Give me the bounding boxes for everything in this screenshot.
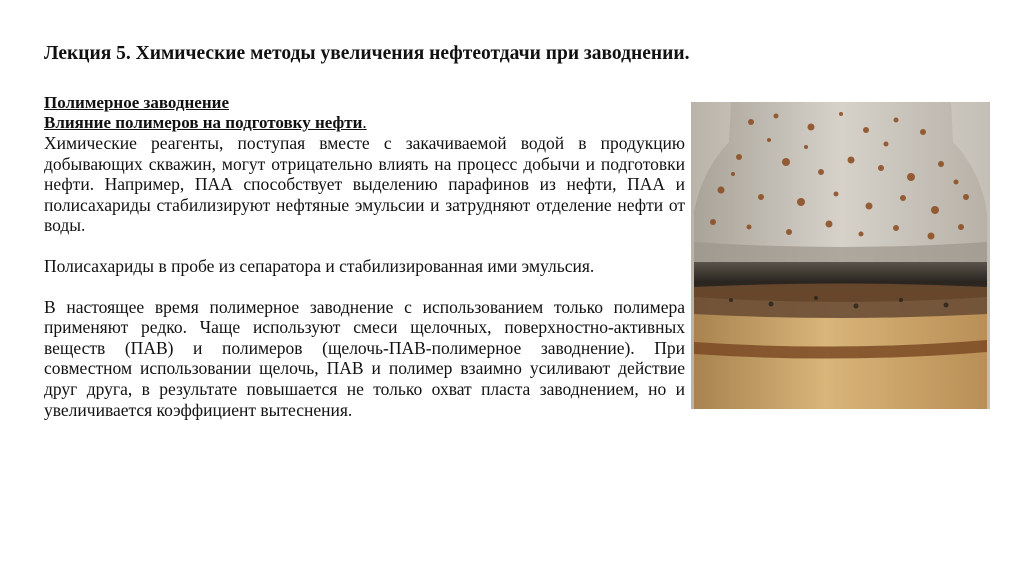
subheading-period: . [362,113,367,132]
paragraph-polysaccharides: Полисахариды в пробе из сепаратора и стабилизированная ими эмульсия. [44,255,595,276]
paragraph-asp-flooding: В настоящее время полимерное заводнение с использованием только полимера применяют редко. Чаще используют смеси щелочных, поверхностно-активных веществ (ПАВ) и полимеров (щелочь-ПАВ-полимерное заводнение). При совместном использовании щелочь, ПАВ и полимер взаимно усиливают действие друг друга, в результате повышается не только охват пласта заводнением, но и увеличивается коэффициент вытеснения. [44,296,685,420]
paragraph-gap [44,236,685,256]
sample-jar-photo [691,102,990,409]
subheading-polymer-influence-text: Влияние полимеров на подготовку нефти [44,113,363,132]
paragraph-gap [44,277,685,297]
text-column [44,93,685,420]
slide-title: Лекция 5. Химические методы увеличения нефтеотдачи при заводнении. [44,43,690,64]
paragraph-reagents: Химические реагенты, поступая вместе с закачиваемой водой в продукцию добывающих скважин, могут отрицательно влиять на процесс добычи и подготовки нефти. Например, ПАА способствует выделению парафинов из нефти, ПАА и полисахариды стабилизируют нефтяные эмульсии и затрудняют отделение нефти от воды. [44,133,685,236]
subheading-polymer-influence [44,113,685,133]
sample-jar-illustration [691,102,990,409]
subheading-polymer-flooding: Полимерное заводнение [44,93,229,112]
